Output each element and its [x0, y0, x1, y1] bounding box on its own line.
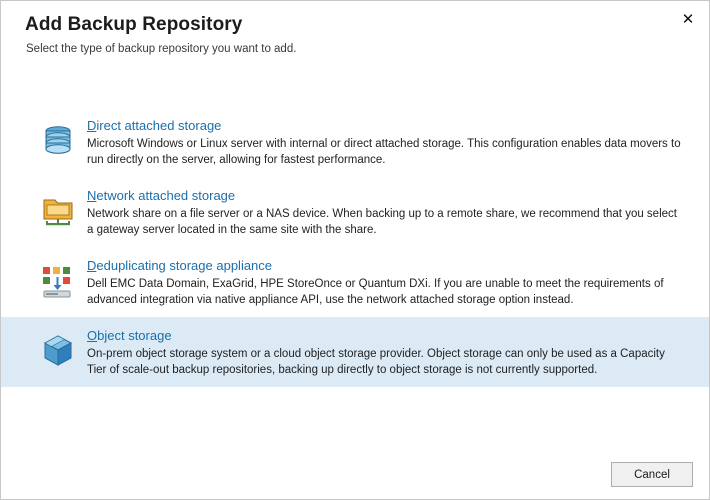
option-title-rest: etwork attached storage [96, 188, 236, 203]
dialog-footer [1, 441, 709, 499]
option-title-rest: bject storage [97, 328, 172, 343]
option-description: Dell EMC Data Domain, ExaGrid, HPE StoreOnce or Quantum DXi. If you are unable to meet the requirements of advanced integration via native appliance API, use the network attached storage option instead. [87, 278, 664, 306]
option-description: On-prem object storage system or a cloud object storage provider. Object storage can only be used as a Capacity Tier of scale-out backup repositories, backing up directly to object storage is not currently supported. [87, 348, 665, 376]
option-text [81, 326, 683, 378]
option-text [81, 116, 683, 168]
close-icon[interactable]: ✕ [681, 9, 695, 28]
page-title: Add Backup Repository [25, 14, 243, 35]
option-title-accesskey: D [87, 118, 97, 133]
database-stack-icon [35, 118, 81, 164]
option-network-attached-storage[interactable] [1, 177, 709, 247]
option-description: Microsoft Windows or Linux server with internal or direct attached storage. This configuration enables data movers to run directly on the server, allowing for fastest performance. [87, 138, 681, 166]
cancel-button[interactable]: Cancel [611, 462, 693, 487]
page-subtitle: Select the type of backup repository you want to add. [26, 43, 297, 55]
option-description: Network share on a file server or a NAS device. When backing up to a remote share, we recommend that you select a gateway server located in the same site with the share. [87, 208, 677, 236]
option-text [81, 256, 683, 308]
option-object-storage[interactable] [1, 317, 709, 387]
dialog-header [1, 1, 709, 75]
option-direct-attached-storage[interactable] [1, 107, 709, 177]
option-deduplicating-storage-appliance[interactable] [1, 247, 709, 317]
option-title[interactable] [87, 257, 683, 275]
option-title-rest: irect attached storage [96, 118, 222, 133]
deduplicating-appliance-icon [35, 258, 81, 304]
option-title[interactable] [87, 327, 683, 345]
option-title-accesskey: O [87, 328, 98, 343]
option-title-rest: eduplicating storage appliance [96, 258, 273, 273]
option-title[interactable] [87, 117, 683, 135]
option-title-accesskey: D [87, 258, 97, 273]
option-title-accesskey: N [87, 188, 97, 203]
option-text [81, 186, 683, 238]
network-folder-icon [35, 188, 81, 234]
object-storage-cube-icon [35, 328, 81, 374]
repository-type-list [1, 107, 709, 387]
option-title[interactable] [87, 187, 683, 205]
